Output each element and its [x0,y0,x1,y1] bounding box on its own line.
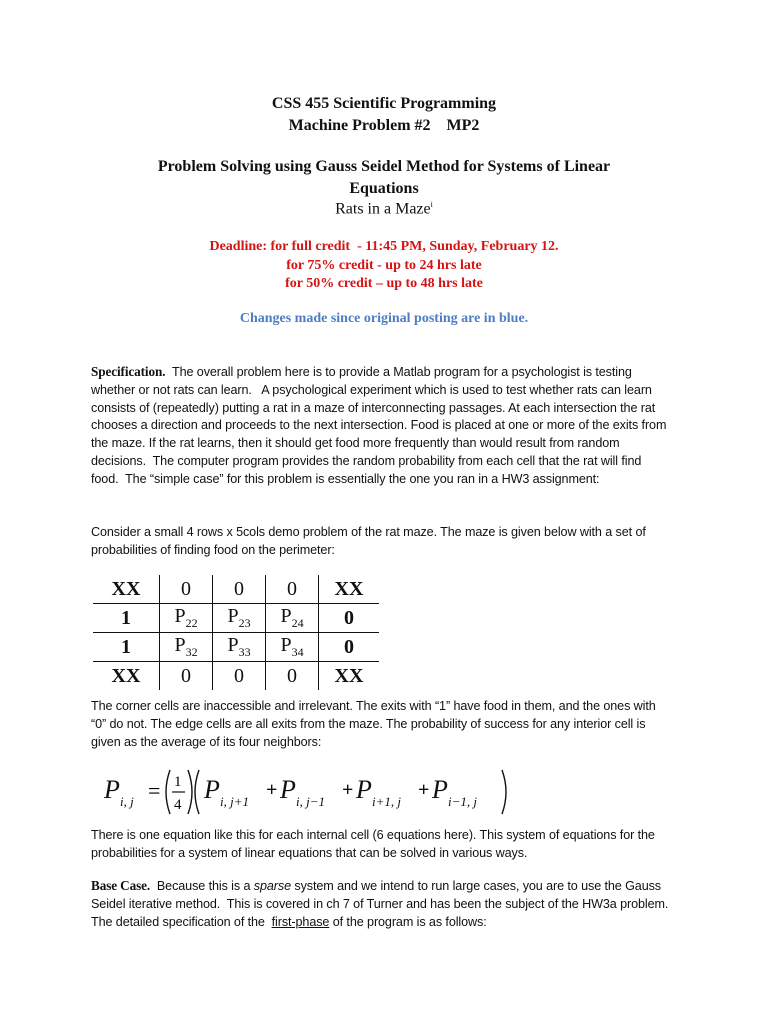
maze-row [93,604,379,633]
maze-cell-subscript: 32 [185,645,198,659]
eq-left-paren-2 [195,770,199,814]
base-case-text-c: of the program is as follows: [329,914,487,929]
maze-cell [266,575,319,604]
changes-note: Changes made since original posting are in blue. [239,311,529,326]
corner-cells-paragraph: The corner cells are inaccessible and irrelevant. The exits with “1” have food in them, and the ones with “0” do not. The edge cells are all exits from the maze. The probability of success for any interior cell is given as the average of its four neighbors: [91,699,656,749]
maze-cell-value: 0 [234,577,244,600]
maze-cell [93,633,160,662]
maze-cell [213,604,266,633]
problem-title-line1: Problem Solving using Gauss Seidel Method for Systems of Linear [157,158,611,175]
eq-term-sub: i+1, j [372,794,401,809]
eq-term-sub: i, j−1 [296,794,325,809]
maze-cell-value: 0 [234,664,244,687]
maze-cell [160,633,213,662]
problem-title [0,156,768,200]
eq-term-p: P [432,775,448,804]
specification-paragraph [91,363,671,489]
maze-cell-value: 1 [121,635,131,658]
base-case-paragraph [91,877,675,931]
maze-cell-value: P [227,605,239,627]
deadline-50-credit: for 50% credit – up to 48 hrs late [285,276,483,291]
eq-right-paren-1 [188,770,192,814]
maze-cell [160,662,213,691]
maze-cell-subscript: 33 [238,645,251,659]
maze-cell-value: 0 [181,664,191,687]
maze-row [93,633,379,662]
maze-cell [266,604,319,633]
eq-equals: = [148,778,161,803]
maze-cell-value: 1 [121,606,131,629]
problem-title-line2: Equations [349,180,419,197]
base-case-italic: sparse [253,879,291,893]
maze-cell-value: P [227,634,239,656]
probability-equation [104,762,524,822]
consider-paragraph: Consider a small 4 rows x 5cols demo problem of the rat maze. The maze is given below with a set of probabilities of finding food on the perimeter: [91,525,646,557]
eq-term-sub: i−1, j [448,794,477,809]
maze-cell-value: 0 [287,577,297,600]
maze-cell [213,633,266,662]
maze-cell-value: XX [334,577,364,600]
maze-table [93,575,379,690]
subtitle-text: Rats in a Maze [335,200,431,218]
maze-cell [319,575,380,604]
eq-lhs-sub: i, j [120,794,134,809]
machine-problem-title: Machine Problem #2 MP2 [288,117,480,134]
maze-cell [93,662,160,691]
maze-cell-subscript: 23 [238,616,251,630]
maze-cell-value: XX [111,664,141,687]
maze-cell [213,575,266,604]
footnote-marker: i [430,200,433,209]
maze-row [93,662,379,691]
course-title: CSS 455 Scientific Programming [271,95,497,112]
base-case-heading: Base Case. [91,878,151,893]
maze-cell [319,662,380,691]
maze-cell-value: 0 [344,635,354,658]
eq-term-sub: i, j+1 [220,794,249,809]
maze-cell [93,604,160,633]
base-case-text-a: Because this is a [150,879,254,893]
maze-cell-value: P [174,605,186,627]
eq-plus: + [342,779,354,801]
base-case-text-b: system and we intend to run large cases, you are to use the Gauss Seidel iterative method. This is covered in ch 7 of Turner and has been the subject of the HW3a problem. The detailed specification of the [91,879,675,929]
eq-plus: + [418,779,430,801]
maze-cell-value: P [280,605,292,627]
deadline-75-credit: for 75% credit - up to 24 hrs late [286,258,482,273]
maze-cell-subscript: 24 [291,616,304,630]
maze-cell-value: XX [334,664,364,687]
maze-cell-value: P [280,634,292,656]
eq-frac-num: 1 [174,774,182,790]
eq-plus: + [266,779,278,801]
maze-cell [213,662,266,691]
maze-cell [319,604,380,633]
maze-cell [160,604,213,633]
eq-lhs: P [104,775,120,804]
eq-term-p: P [204,775,220,804]
subtitle [0,200,768,218]
maze-cell-value: 0 [181,577,191,600]
eq-left-paren-1 [166,770,170,814]
maze-cell-value: 0 [287,664,297,687]
deadline-full-credit: Deadline: for full credit - 11:45 PM, Sunday, February 12. [209,239,559,254]
maze-cell-value: XX [111,577,141,600]
maze-cell-subscript: 22 [185,616,198,630]
eq-term-p: P [280,775,296,804]
eq-frac-den: 4 [174,797,182,813]
eq-right-paren-2 [502,770,506,814]
base-case-underlined: first-phase [271,914,330,929]
specification-text: The overall problem here is to provide a Matlab program for a psychologist is testing whether or not rats can learn. A psychological experiment which is used to test whether rats can learn consists of (repeatedly) putting a rat in a maze of interconnecting passages. At each intersection the rat chooses a direction and proceeds to the next intersection. Food is placed at one or more of the exits from the maze. If the rat learns, then it should get food more frequently than would result from random decisions. The computer program provides the random probability from each cell that the rat will find food. The “simple case” for this problem is essentially the one you ran in a HW3 assignment: [91,365,670,486]
maze-cell [160,575,213,604]
maze-cell-value: 0 [344,606,354,629]
eq-term-p: P [356,775,372,804]
maze-cell [319,633,380,662]
maze-row [93,575,379,604]
maze-cell-value: P [174,634,186,656]
maze-cell [93,575,160,604]
maze-cell-subscript: 34 [291,645,304,659]
maze-cell [266,633,319,662]
one-equation-paragraph: There is one equation like this for each internal cell (6 equations here). This system of equations for the probabilities for a system of linear equations that can be solved in various ways. [91,828,655,860]
specification-heading: Specification. [91,364,166,379]
maze-cell [266,662,319,691]
